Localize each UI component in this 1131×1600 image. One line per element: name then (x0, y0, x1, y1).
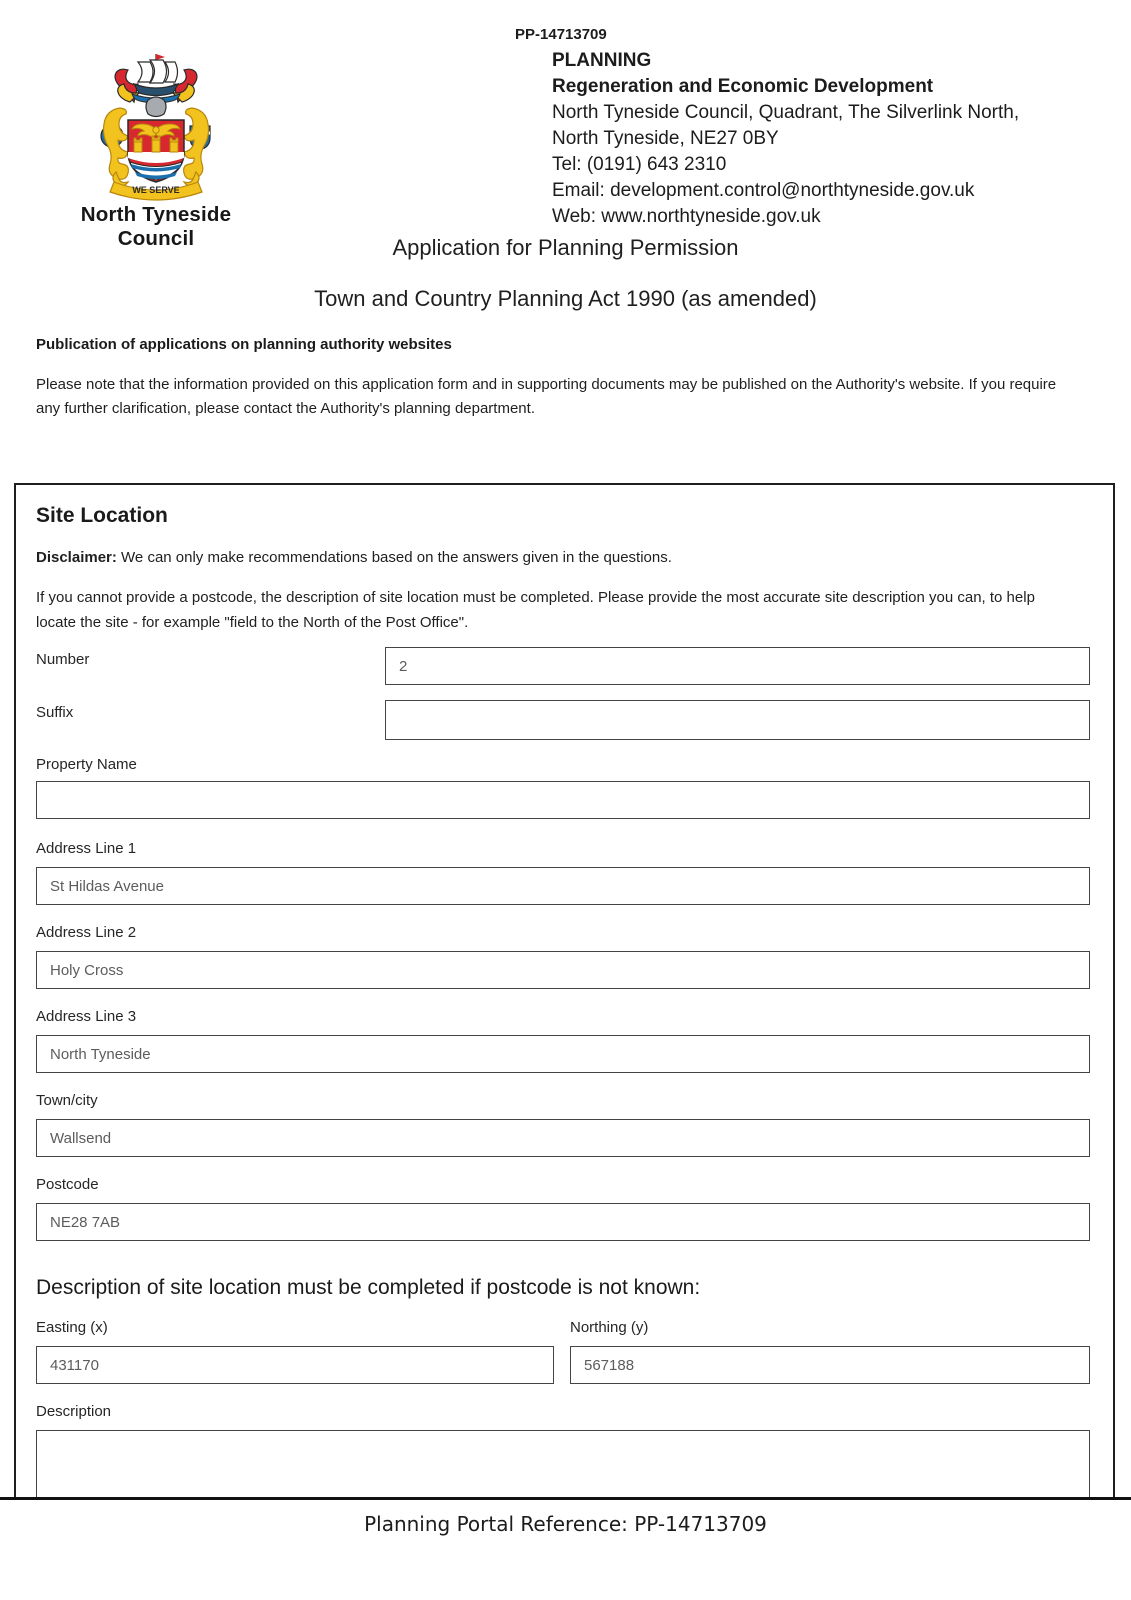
form-act-title: Town and Country Planning Act 1990 (as amended) (314, 286, 817, 311)
publication-body: Please note that the information provided on this application form and in supporting documents may be published on the Authority's website. If you require any further clarification, please contact the Authority's planning department. (36, 376, 1057, 417)
description-label: Description (36, 1403, 112, 1420)
footer-reference: Planning Portal Reference: PP-14713709 (364, 1512, 767, 1536)
header-reference: PP-14713709 (515, 26, 607, 43)
dept-web: Web: www.northtyneside.gov.uk (552, 206, 821, 227)
council-crest (86, 50, 226, 202)
town-city-label: Town/city (36, 1092, 98, 1109)
address-line-2-label: Address Line 2 (36, 924, 137, 941)
site-location-intro: If you cannot provide a postcode, the description of site location must be completed. Please provide the most accurate site description you can, to help locate the site - for example "field to the North of the Post Office". (36, 589, 1035, 631)
address-line-3-input[interactable] (36, 1035, 1090, 1073)
property-name-label: Property Name (36, 756, 137, 773)
council-logo-caption: North Tyneside Council (80, 203, 232, 250)
crest-helmet (146, 97, 166, 117)
description-textarea[interactable] (36, 1430, 1090, 1498)
crest-shield (128, 120, 184, 182)
dept-title: PLANNING (552, 50, 652, 71)
number-input[interactable] (385, 647, 1090, 685)
dept-email: Email: development.control@northtyneside.gov.uk (552, 180, 975, 201)
disclaimer-label: Disclaimer: (36, 549, 117, 566)
property-name-input[interactable] (36, 781, 1090, 819)
address-line-3-label: Address Line 3 (36, 1008, 137, 1025)
dept-subtitle: Regeneration and Economic Development (552, 76, 934, 97)
town-city-input[interactable] (36, 1119, 1090, 1157)
address-line-1-input[interactable] (36, 867, 1090, 905)
dept-address-line-1: North Tyneside Council, Quadrant, The Silverlink North, (552, 102, 1020, 123)
disclaimer-text: We can only make recommendations based on the answers given in the questions. (116, 549, 672, 566)
page-divider (0, 1497, 1131, 1500)
dept-address-line-2: North Tyneside, NE27 0BY (552, 128, 779, 149)
postcode-input[interactable] (36, 1203, 1090, 1241)
northing-label: Northing (y) (570, 1319, 649, 1336)
postcode-label: Postcode (36, 1176, 99, 1193)
address-line-2-input[interactable] (36, 951, 1090, 989)
suffix-label: Suffix (36, 704, 74, 721)
description-section-heading: Description of site location must be completed if postcode is not known: (36, 1276, 701, 1299)
suffix-input[interactable] (385, 700, 1090, 740)
number-label: Number (36, 651, 90, 668)
crest-motto-scroll (110, 182, 202, 200)
site-location-disclaimer (36, 546, 1056, 570)
crest-motto-text: WE SERVE (132, 185, 180, 195)
dept-phone: Tel: (0191) 643 2310 (552, 154, 727, 175)
council-crest-graphic (86, 50, 226, 202)
northing-input[interactable] (570, 1346, 1090, 1384)
crest-ship (132, 54, 180, 103)
form-title: Application for Planning Permission (392, 235, 739, 260)
header-department-block (552, 48, 1019, 230)
site-location-title: Site Location (36, 504, 168, 527)
publication-heading: Publication of applications on planning authority websites (36, 336, 452, 353)
easting-label: Easting (x) (36, 1319, 108, 1336)
address-line-1-label: Address Line 1 (36, 840, 137, 857)
crest-seahorse-left (104, 108, 129, 186)
easting-input[interactable] (36, 1346, 554, 1384)
